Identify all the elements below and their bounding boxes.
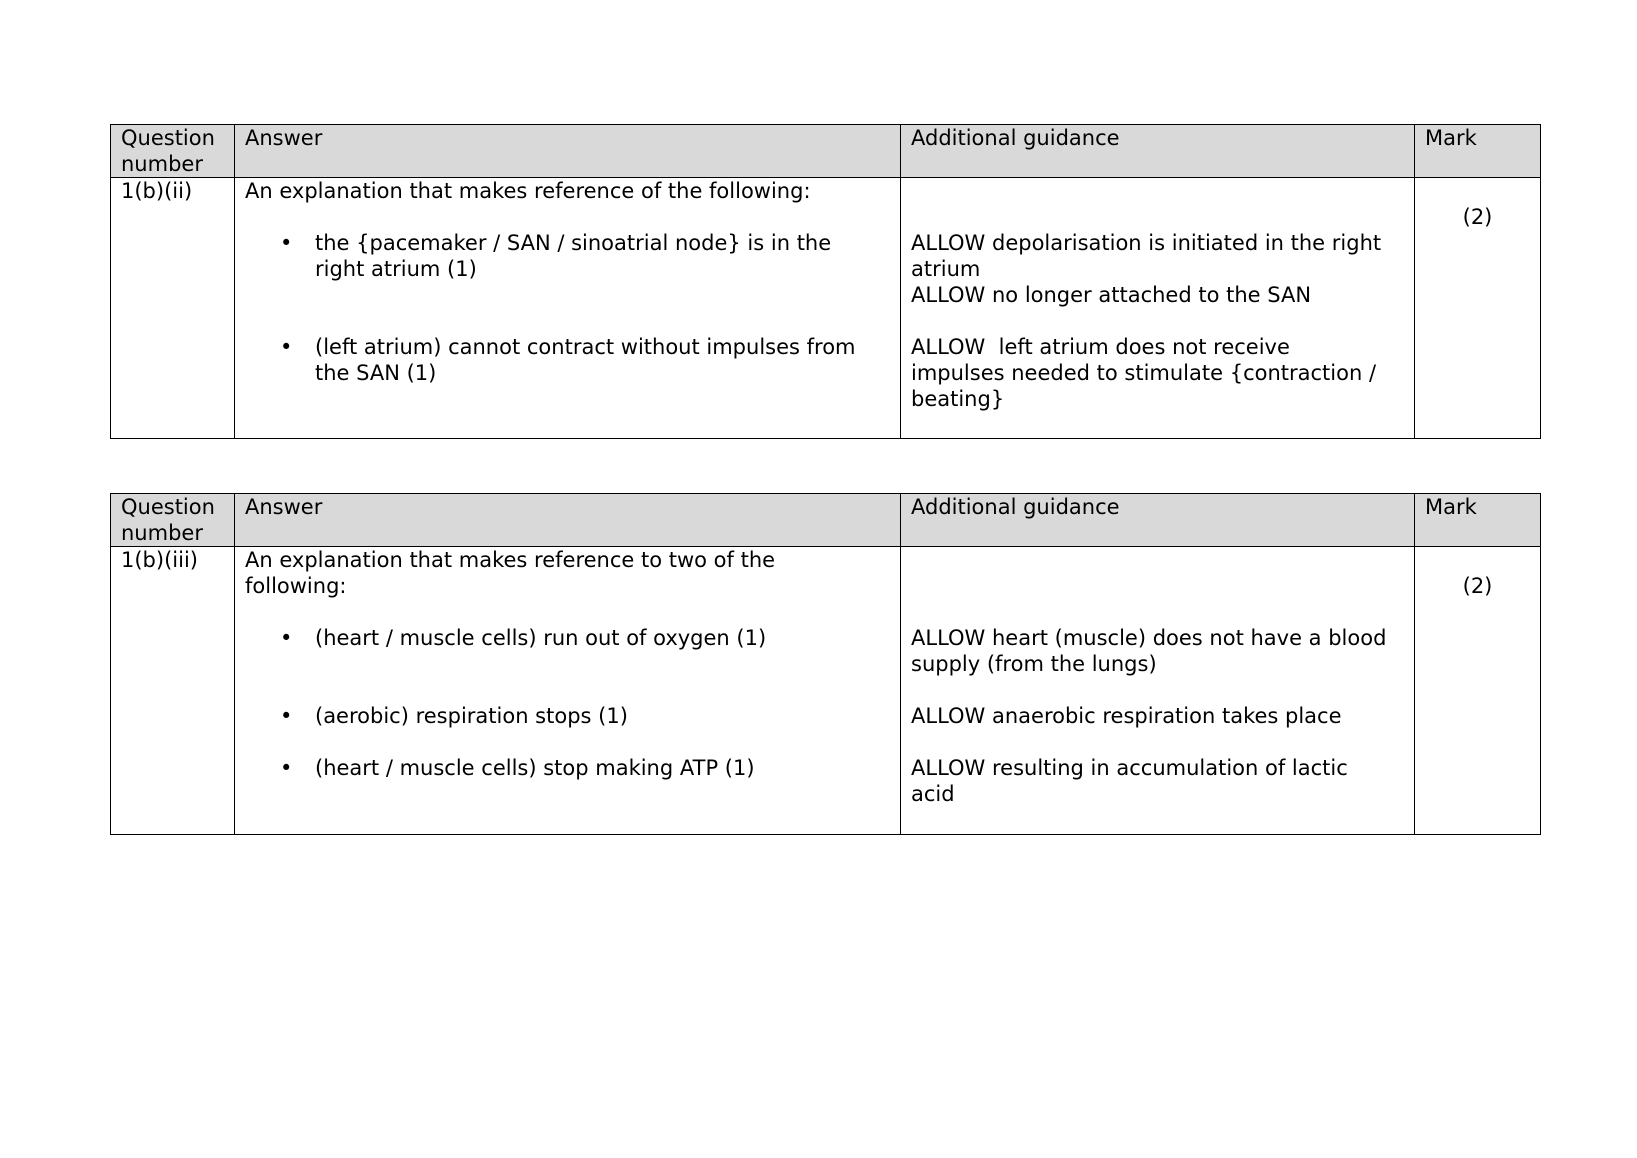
answer-point xyxy=(245,625,890,651)
mark-header xyxy=(1415,125,1541,178)
answer-point-text: (heart / muscle cells) run out of oxygen (1) xyxy=(315,626,767,650)
header-text: number xyxy=(121,152,203,176)
mark-value: (2) xyxy=(1462,205,1493,229)
question-number: 1(b)(iii) xyxy=(121,548,198,572)
answer-point-text: the {pacemaker / SAN / sinoatrial node} is in the xyxy=(315,231,832,255)
mark-cell xyxy=(1415,178,1541,439)
answer-point xyxy=(245,703,890,729)
answer-intro: An explanation that makes reference to two of the xyxy=(245,548,776,572)
bullet-icon: • xyxy=(280,704,293,728)
answer-cell xyxy=(235,178,901,439)
guidance-text: ALLOW depolarisation is initiated in the right xyxy=(911,231,1382,255)
guidance-text: acid xyxy=(911,782,955,806)
answer-point-text: (left atrium) cannot contract without impulses from xyxy=(315,335,856,359)
bullet-icon: • xyxy=(280,231,293,255)
answer-point-text: (heart / muscle cells) stop making ATP (1) xyxy=(315,756,755,780)
header-text: number xyxy=(121,521,203,545)
answer-intro: An explanation that makes reference of the following: xyxy=(245,179,811,203)
bullet-icon: • xyxy=(280,335,293,359)
header-text: Mark xyxy=(1425,126,1477,150)
guidance-cell xyxy=(901,547,1415,835)
answer-point-text: the SAN (1) xyxy=(315,361,437,385)
answer-point xyxy=(245,334,890,386)
guidance-header xyxy=(901,494,1415,547)
guidance-text: ALLOW heart (muscle) does not have a blood xyxy=(911,626,1387,650)
question-number: 1(b)(ii) xyxy=(121,179,193,203)
answer-point-text: (aerobic) respiration stops (1) xyxy=(315,704,628,728)
answer-point xyxy=(245,755,890,781)
answer-cell xyxy=(235,547,901,835)
header-text: Answer xyxy=(245,495,323,519)
bullet-icon: • xyxy=(280,756,293,780)
guidance-text: ALLOW anaerobic respiration takes place xyxy=(911,704,1342,728)
header-text: Question xyxy=(121,495,215,519)
guidance-text: impulses needed to stimulate {contraction / xyxy=(911,361,1377,385)
header-text: Mark xyxy=(1425,495,1477,519)
guidance-cell xyxy=(901,178,1415,439)
header-text: Answer xyxy=(245,126,323,150)
mark-cell xyxy=(1415,547,1541,835)
mark-scheme-table-2 xyxy=(110,493,1541,835)
answer-intro: following: xyxy=(245,574,347,598)
question-number-header xyxy=(111,494,235,547)
answer-header xyxy=(235,494,901,547)
guidance-text: ALLOW resulting in accumulation of lactic xyxy=(911,756,1348,780)
question-number-cell xyxy=(111,547,235,835)
guidance-text: atrium xyxy=(911,257,981,281)
guidance-text: supply (from the lungs) xyxy=(911,652,1157,676)
mark-value: (2) xyxy=(1462,574,1493,598)
bullet-icon: • xyxy=(280,626,293,650)
table-row xyxy=(111,178,1541,439)
table-row xyxy=(111,547,1541,835)
header-text: Additional guidance xyxy=(911,126,1120,150)
header-text: Question xyxy=(121,126,215,150)
question-number-header xyxy=(111,125,235,178)
header-text: Additional guidance xyxy=(911,495,1120,519)
table-header-row xyxy=(111,125,1541,178)
guidance-header xyxy=(901,125,1415,178)
table-header-row xyxy=(111,494,1541,547)
answer-point xyxy=(245,230,890,282)
mark-scheme-table-1 xyxy=(110,124,1541,439)
question-number-cell xyxy=(111,178,235,439)
mark-header xyxy=(1415,494,1541,547)
answer-point-text: right atrium (1) xyxy=(315,257,477,281)
guidance-text: ALLOW no longer attached to the SAN xyxy=(911,283,1312,307)
guidance-text: beating} xyxy=(911,387,1005,411)
answer-header xyxy=(235,125,901,178)
guidance-text: ALLOW left atrium does not receive xyxy=(911,335,1290,359)
